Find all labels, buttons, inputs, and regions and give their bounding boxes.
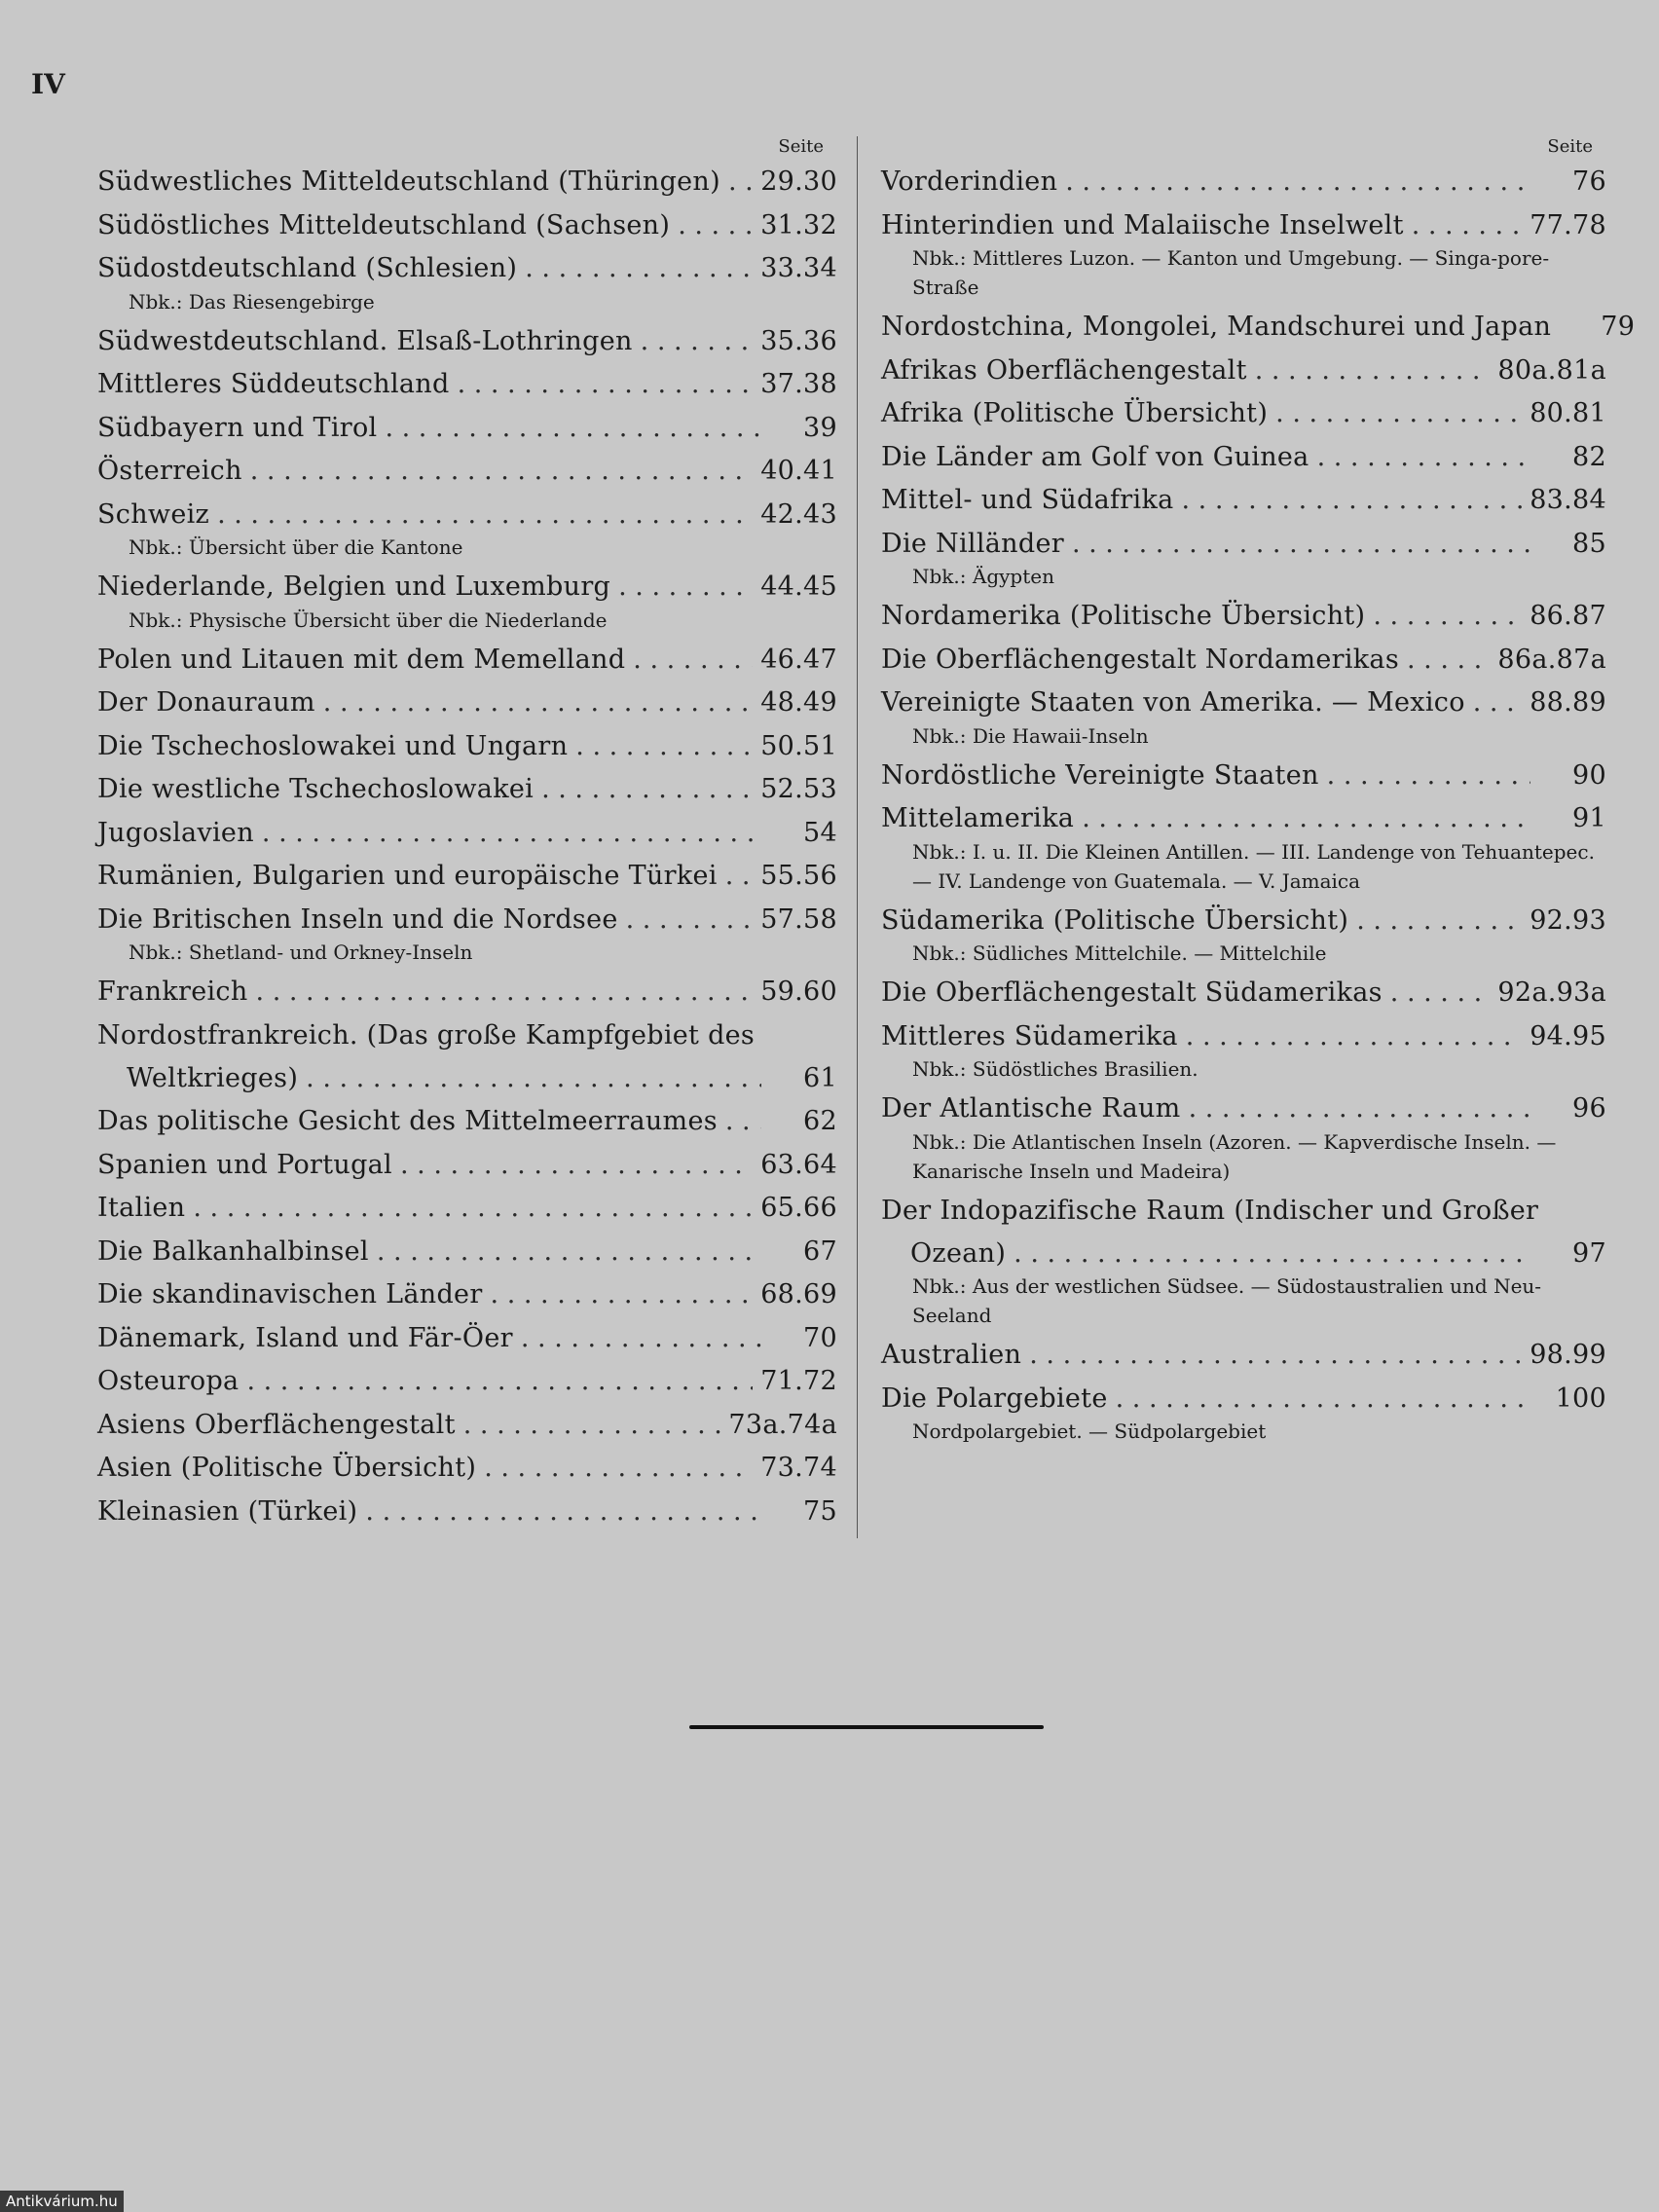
toc-entry bbox=[97, 899, 837, 968]
dot-leader bbox=[1327, 755, 1530, 798]
toc-entry bbox=[97, 450, 837, 494]
toc-entry-pages: 59.60 bbox=[760, 977, 837, 1007]
toc-entry-title: Afrikas Oberflächengestalt bbox=[881, 354, 1247, 386]
toc-entry-title: Vereinigte Staaten von Amerika. — Mexico bbox=[881, 687, 1465, 718]
toc-entry-pages: 75 bbox=[803, 1495, 837, 1527]
toc-entry-title: Die Oberflächengestalt Südamerikas bbox=[881, 977, 1382, 1008]
dot-leader bbox=[1373, 595, 1522, 639]
toc-entry-pages: 65.66 bbox=[760, 1193, 837, 1223]
toc-entry-row bbox=[97, 971, 837, 1014]
toc-entry bbox=[97, 407, 837, 451]
toc-entry-title: Südamerika (Politische Übersicht) bbox=[881, 904, 1349, 936]
toc-entry-row bbox=[881, 523, 1606, 567]
dot-leader bbox=[521, 1317, 761, 1361]
toc-entry-row bbox=[97, 1360, 837, 1404]
toc-entry-row bbox=[881, 1015, 1606, 1059]
dot-leader bbox=[458, 363, 754, 407]
toc-entry-title: Dänemark, Island und Fär-Öer bbox=[97, 1322, 513, 1353]
dot-leader bbox=[1065, 161, 1530, 204]
toc-entry-pages: 29.30 bbox=[760, 166, 837, 197]
toc-entry-row bbox=[881, 436, 1606, 480]
toc-entry-note: Nbk.: Das Riesengebirge bbox=[129, 289, 375, 313]
toc-entry-row bbox=[881, 479, 1606, 523]
dot-leader bbox=[246, 1360, 753, 1404]
dot-leader bbox=[1356, 900, 1522, 943]
toc-entry-pages: 100 bbox=[1555, 1382, 1606, 1414]
toc-entry-row bbox=[97, 204, 837, 248]
dot-leader bbox=[1189, 1088, 1530, 1131]
column-divider bbox=[857, 136, 858, 1538]
toc-entry bbox=[97, 1317, 837, 1361]
dot-leader bbox=[678, 204, 753, 248]
toc-entry bbox=[881, 392, 1606, 436]
toc-entry bbox=[97, 768, 837, 812]
toc-entry-title: Die Polargebiete bbox=[881, 1382, 1108, 1414]
toc-entry-row bbox=[881, 204, 1606, 248]
toc-entry-row bbox=[881, 1378, 1606, 1421]
toc-entry-pages: 61 bbox=[803, 1062, 837, 1093]
toc-entry-pages: 46.47 bbox=[760, 644, 837, 675]
toc-entry-pages: 31.32 bbox=[760, 209, 837, 240]
dot-leader bbox=[725, 1100, 761, 1144]
watermark: Antikvárium.hu bbox=[0, 2191, 124, 2212]
toc-entry-pages: 73.74 bbox=[760, 1453, 837, 1483]
toc-entry-pages: 48.49 bbox=[760, 687, 837, 718]
toc-entry-pages: 71.72 bbox=[760, 1366, 837, 1396]
toc-entry bbox=[97, 1100, 837, 1144]
dot-leader bbox=[1317, 436, 1530, 480]
toc-entry bbox=[881, 595, 1606, 639]
dot-leader bbox=[385, 407, 761, 451]
dot-leader bbox=[250, 450, 753, 494]
dot-leader bbox=[541, 768, 753, 812]
toc-entry-row bbox=[97, 682, 837, 725]
toc-entry-row bbox=[881, 306, 1636, 350]
toc-entry-pages: 86.87 bbox=[1530, 601, 1606, 631]
toc-entry bbox=[97, 1447, 837, 1491]
toc-entry-title: Der Atlantische Raum bbox=[881, 1093, 1181, 1124]
toc-entry-row bbox=[97, 1144, 837, 1188]
dot-leader bbox=[193, 1187, 753, 1231]
dot-leader bbox=[728, 161, 753, 204]
toc-entry-row bbox=[881, 350, 1606, 393]
toc-entry bbox=[881, 1334, 1606, 1378]
toc-entry-title-first-line: Der Indopazifische Raum (Indischer und Großer bbox=[881, 1195, 1539, 1226]
dot-leader bbox=[377, 1231, 761, 1274]
toc-entry bbox=[97, 363, 837, 407]
dot-leader bbox=[1082, 797, 1530, 841]
toc-entry-title: Die Britischen Inseln und die Nordsee bbox=[97, 903, 618, 935]
toc-entry bbox=[881, 436, 1606, 480]
toc-entry-title: Südwestliches Mitteldeutschland (Thüringen) bbox=[97, 166, 720, 197]
dot-leader bbox=[618, 566, 753, 609]
toc-entry-pages: 54 bbox=[803, 817, 837, 848]
toc-entry-row bbox=[97, 1273, 837, 1317]
toc-entry-title: Südwestdeutschland. Elsaß-Lothringen bbox=[97, 325, 633, 356]
toc-entry bbox=[881, 1190, 1606, 1331]
toc-entry-title: Die Länder am Golf von Guinea bbox=[881, 441, 1309, 472]
toc-entry-row bbox=[97, 639, 837, 682]
toc-right-column bbox=[881, 136, 1636, 1450]
toc-entry-note: Nbk.: Physische Übersicht über die Niederlande bbox=[129, 608, 608, 632]
dot-leader bbox=[1072, 523, 1530, 567]
toc-entry-row bbox=[97, 855, 837, 899]
dot-leader bbox=[463, 1404, 721, 1448]
dot-leader bbox=[1255, 350, 1491, 393]
dot-leader bbox=[525, 247, 753, 291]
toc-entry bbox=[97, 1273, 837, 1317]
toc-entry-row bbox=[881, 900, 1606, 943]
toc-entry-title: Kleinasien (Türkei) bbox=[97, 1495, 358, 1527]
toc-entry-title: Asien (Politische Übersicht) bbox=[97, 1453, 477, 1483]
toc-entry-note: Nbk.: Ägypten bbox=[912, 565, 1054, 588]
toc-entry bbox=[97, 566, 837, 635]
toc-entry bbox=[881, 161, 1606, 204]
toc-entry-row bbox=[97, 899, 837, 942]
toc-entry bbox=[881, 639, 1606, 682]
toc-entry bbox=[881, 1088, 1606, 1186]
toc-entry-row bbox=[97, 494, 837, 537]
dot-leader bbox=[484, 1447, 753, 1491]
toc-entry bbox=[97, 725, 837, 769]
toc-entry-row bbox=[97, 1447, 837, 1491]
toc-entry bbox=[97, 682, 837, 725]
toc-entry-row bbox=[97, 1404, 837, 1448]
toc-entry-note: Nbk.: Die Atlantischen Inseln (Azoren. — Kapverdische Inseln. — Kanarische Inseln und Madeira) bbox=[912, 1129, 1557, 1183]
toc-entry bbox=[881, 350, 1606, 393]
dot-leader bbox=[365, 1491, 761, 1534]
toc-entry-row bbox=[881, 755, 1606, 798]
toc-entry-pages: 55.56 bbox=[760, 861, 837, 891]
dot-leader bbox=[1014, 1233, 1530, 1276]
toc-entry-pages: 42.43 bbox=[760, 498, 837, 530]
toc-entry-title: Das politische Gesicht des Mittelmeerraumes bbox=[97, 1106, 718, 1136]
toc-entry-row bbox=[881, 595, 1606, 639]
toc-entry-row bbox=[881, 972, 1606, 1015]
toc-entry-pages: 62 bbox=[803, 1106, 837, 1136]
dot-leader bbox=[575, 725, 753, 769]
toc-entry bbox=[97, 1404, 837, 1448]
toc-entry bbox=[881, 900, 1606, 969]
toc-entry-pages: 35.36 bbox=[760, 325, 837, 356]
toc-left-column bbox=[97, 136, 837, 1533]
toc-entry-row bbox=[97, 1491, 837, 1534]
toc-entry-title: Ozean) bbox=[910, 1237, 1007, 1269]
toc-entry-title: Die Nilländer bbox=[881, 528, 1064, 559]
dot-leader bbox=[725, 855, 753, 899]
toc-entry-title: Schweiz bbox=[97, 498, 210, 530]
toc-left-list bbox=[97, 161, 837, 1533]
toc-entry bbox=[97, 812, 837, 856]
toc-entry-title: Nordostchina, Mongolei, Mandschurei und Japan bbox=[881, 312, 1552, 342]
toc-entry-note: Nbk.: Aus der westlichen Südsee. — Südostaustralien und Neu-Seeland bbox=[912, 1274, 1542, 1327]
toc-entry-pages: 96 bbox=[1572, 1093, 1606, 1124]
toc-entry-pages: 80.81 bbox=[1530, 398, 1606, 428]
toc-entry bbox=[97, 1231, 837, 1274]
toc-entry-title: Italien bbox=[97, 1193, 186, 1223]
toc-entry-title: Nordamerika (Politische Übersicht) bbox=[881, 601, 1366, 631]
toc-entry bbox=[97, 855, 837, 899]
dot-leader bbox=[491, 1273, 754, 1317]
toc-entry bbox=[881, 523, 1606, 592]
toc-right-list bbox=[881, 161, 1636, 1446]
toc-entry-row bbox=[881, 1088, 1606, 1131]
toc-entry-title: Südostdeutschland (Schlesien) bbox=[97, 253, 518, 283]
toc-entry-row bbox=[97, 1100, 837, 1144]
toc-entry-pages: 44.45 bbox=[760, 571, 837, 602]
toc-entry-row bbox=[97, 161, 837, 204]
seite-label: Seite bbox=[778, 136, 824, 157]
toc-entry bbox=[97, 247, 837, 316]
toc-entry-title: Weltkrieges) bbox=[127, 1062, 299, 1093]
toc-entry-title: Südöstliches Mitteldeutschland (Sachsen) bbox=[97, 209, 671, 240]
toc-entry-title: Jugoslavien bbox=[97, 817, 254, 848]
toc-entry-pages: 85 bbox=[1572, 528, 1606, 559]
toc-entry-pages: 63.64 bbox=[760, 1149, 837, 1180]
toc-entry-pages: 76 bbox=[1572, 166, 1606, 197]
toc-entry-title: Asiens Oberflächengestalt bbox=[97, 1409, 456, 1440]
toc-entry-row bbox=[97, 1057, 837, 1101]
toc-entry-pages: 73a.74a bbox=[728, 1409, 837, 1440]
toc-entry bbox=[97, 639, 837, 682]
toc-entry bbox=[881, 682, 1606, 751]
toc-entry-title: Nordöstliche Vereinigte Staaten bbox=[881, 759, 1319, 791]
toc-entry bbox=[97, 1360, 837, 1404]
toc-entry-pages: 90 bbox=[1572, 759, 1606, 791]
dot-leader bbox=[1186, 1015, 1522, 1059]
toc-entry-row bbox=[97, 450, 837, 494]
dot-leader bbox=[306, 1057, 761, 1101]
dot-leader bbox=[1390, 972, 1491, 1015]
toc-entry-pages: 37.38 bbox=[760, 369, 837, 399]
toc-entry-title: Mittel- und Südafrika bbox=[881, 485, 1174, 515]
toc-entry-note: Nbk.: Südliches Mittelchile. — Mittelchile bbox=[912, 941, 1327, 965]
toc-entry-pages: 94.95 bbox=[1530, 1020, 1606, 1051]
toc-entry-row bbox=[881, 682, 1606, 725]
toc-entry bbox=[881, 204, 1606, 303]
toc-entry-note: Nbk.: Shetland- und Orkney-Inseln bbox=[129, 940, 473, 964]
toc-entry-title: Mittleres Südamerika bbox=[881, 1020, 1178, 1051]
toc-entry bbox=[881, 1378, 1606, 1447]
toc-entry-row bbox=[881, 392, 1606, 436]
toc-entry-note: Nbk.: Südöstliches Brasilien. bbox=[912, 1057, 1198, 1081]
toc-entry-pages: 92a.93a bbox=[1497, 977, 1606, 1008]
toc-entry-title: Australien bbox=[881, 1340, 1022, 1370]
toc-entry bbox=[97, 204, 837, 248]
toc-entry bbox=[881, 755, 1606, 798]
toc-entry-row bbox=[881, 161, 1606, 204]
toc-entry-pages: 50.51 bbox=[760, 730, 837, 761]
toc-entry-note: Nbk.: Die Hawaii-Inseln bbox=[912, 723, 1149, 748]
toc-entry bbox=[97, 320, 837, 364]
seite-label: Seite bbox=[1547, 136, 1593, 157]
toc-entry bbox=[97, 1187, 837, 1231]
dot-leader bbox=[217, 494, 753, 537]
dot-leader bbox=[1473, 682, 1522, 725]
dot-leader bbox=[256, 971, 754, 1014]
toc-entry-note: Nbk.: Mittleres Luzon. — Kanton und Umgebung. — Singa-pore-Straße bbox=[912, 246, 1550, 299]
toc-entry bbox=[97, 1144, 837, 1188]
toc-entry-title: Vorderindien bbox=[881, 166, 1058, 197]
toc-entry-title: Spanien und Portugal bbox=[97, 1149, 392, 1180]
toc-entry-title: Rumänien, Bulgarien und europäische Türkei bbox=[97, 861, 718, 891]
toc-entry-title: Der Donauraum bbox=[97, 687, 315, 718]
toc-entry-pages: 92.93 bbox=[1530, 904, 1606, 936]
toc-entry-pages: 88.89 bbox=[1530, 687, 1606, 718]
toc-entry-title: Polen und Litauen mit dem Memelland bbox=[97, 644, 626, 675]
dot-leader bbox=[626, 899, 754, 942]
toc-entry-row bbox=[881, 1233, 1606, 1276]
toc-entry-note: Nbk.: Übersicht über die Kantone bbox=[129, 535, 463, 559]
toc-entry-title: Frankreich bbox=[97, 977, 248, 1007]
toc-entry-title: Die westliche Tschechoslowakei bbox=[97, 774, 535, 804]
dot-leader bbox=[633, 639, 753, 682]
dot-leader bbox=[1116, 1378, 1530, 1421]
toc-entry-title: Die Balkanhalbinsel bbox=[97, 1235, 369, 1267]
toc-entry-pages: 79 bbox=[1601, 312, 1636, 342]
dot-leader bbox=[1407, 639, 1490, 682]
toc-entry-note: Nbk.: I. u. II. Die Kleinen Antillen. — III. Landenge von Tehuantepec. — IV. Landenge von Guatemala. — V. Jamaica bbox=[912, 839, 1595, 893]
toc-entry-note: Nordpolargebiet. — Südpolargebiet bbox=[912, 1419, 1267, 1443]
dot-leader bbox=[1412, 204, 1522, 248]
toc-entry-row bbox=[97, 1187, 837, 1231]
toc-entry-title: Die Oberflächengestalt Nordamerikas bbox=[881, 644, 1399, 675]
toc-entry-pages: 67 bbox=[803, 1235, 837, 1267]
toc-entry-title: Österreich bbox=[97, 456, 242, 486]
toc-entry-title: Mittleres Süddeutschland bbox=[97, 369, 450, 399]
toc-entry-row bbox=[97, 768, 837, 812]
toc-entry bbox=[881, 797, 1606, 896]
toc-entry-title: Niederlande, Belgien und Luxemburg bbox=[97, 571, 611, 602]
toc-entry-title: Die Tschechoslowakei und Ungarn bbox=[97, 730, 569, 761]
toc-entry bbox=[881, 479, 1606, 523]
toc-entry-pages: 39 bbox=[803, 412, 837, 443]
toc-entry-title-first-line: Nordostfrankreich. (Das große Kampfgebiet des bbox=[97, 1019, 756, 1051]
toc-entry-title: Hinterindien und Malaiische Inselwelt bbox=[881, 209, 1404, 240]
toc-entry-pages: 82 bbox=[1572, 441, 1606, 472]
toc-entry-row bbox=[881, 639, 1606, 682]
toc-entry-pages: 68.69 bbox=[760, 1279, 837, 1309]
page-number: IV bbox=[31, 68, 65, 100]
toc-entry-title: Südbayern und Tirol bbox=[97, 412, 378, 443]
dot-leader bbox=[1275, 392, 1522, 436]
toc-entry-row bbox=[881, 1334, 1606, 1378]
toc-entry bbox=[881, 1015, 1606, 1085]
toc-entry-row bbox=[97, 407, 837, 451]
toc-entry-pages: 80a.81a bbox=[1497, 354, 1606, 386]
toc-entry bbox=[97, 161, 837, 204]
toc-entry bbox=[881, 972, 1606, 1015]
toc-entry-pages: 40.41 bbox=[760, 456, 837, 486]
dot-leader bbox=[262, 812, 761, 856]
toc-entry-pages: 52.53 bbox=[760, 774, 837, 804]
dot-leader bbox=[400, 1144, 753, 1188]
toc-entry bbox=[97, 1014, 837, 1101]
toc-entry-pages: 83.84 bbox=[1530, 485, 1606, 515]
toc-entry-title: Mittelamerika bbox=[881, 803, 1075, 833]
toc-entry-row bbox=[97, 725, 837, 769]
toc-entry-pages: 86a.87a bbox=[1497, 644, 1606, 675]
toc-entry-row bbox=[97, 1231, 837, 1274]
toc-entry bbox=[97, 494, 837, 563]
toc-entry bbox=[97, 1491, 837, 1534]
toc-entry-pages: 91 bbox=[1572, 803, 1606, 833]
toc-entry bbox=[881, 306, 1636, 350]
toc-entry-pages: 98.99 bbox=[1530, 1340, 1606, 1370]
toc-entry-row bbox=[97, 812, 837, 856]
toc-entry-row bbox=[97, 363, 837, 407]
toc-entry-row bbox=[97, 247, 837, 291]
toc-entry-pages: 97 bbox=[1572, 1237, 1606, 1269]
toc-entry-title: Osteuropa bbox=[97, 1366, 240, 1396]
dot-leader bbox=[1182, 479, 1523, 523]
closing-rule bbox=[689, 1725, 1044, 1729]
dot-leader bbox=[323, 682, 753, 725]
toc-entry-title: Afrika (Politische Übersicht) bbox=[881, 398, 1269, 428]
toc-entry bbox=[97, 971, 837, 1014]
toc-entry-row bbox=[97, 320, 837, 364]
toc-entry-pages: 57.58 bbox=[760, 903, 837, 935]
toc-entry-pages: 77.78 bbox=[1530, 209, 1606, 240]
dot-leader bbox=[1029, 1334, 1522, 1378]
dot-leader bbox=[641, 320, 754, 364]
toc-entry-title: Die skandinavischen Länder bbox=[97, 1279, 483, 1309]
toc-entry-pages: 33.34 bbox=[760, 253, 837, 283]
toc-entry-pages: 70 bbox=[803, 1322, 837, 1353]
toc-entry-row bbox=[97, 566, 837, 609]
toc-entry-row bbox=[881, 797, 1606, 841]
toc-entry-row bbox=[97, 1317, 837, 1361]
